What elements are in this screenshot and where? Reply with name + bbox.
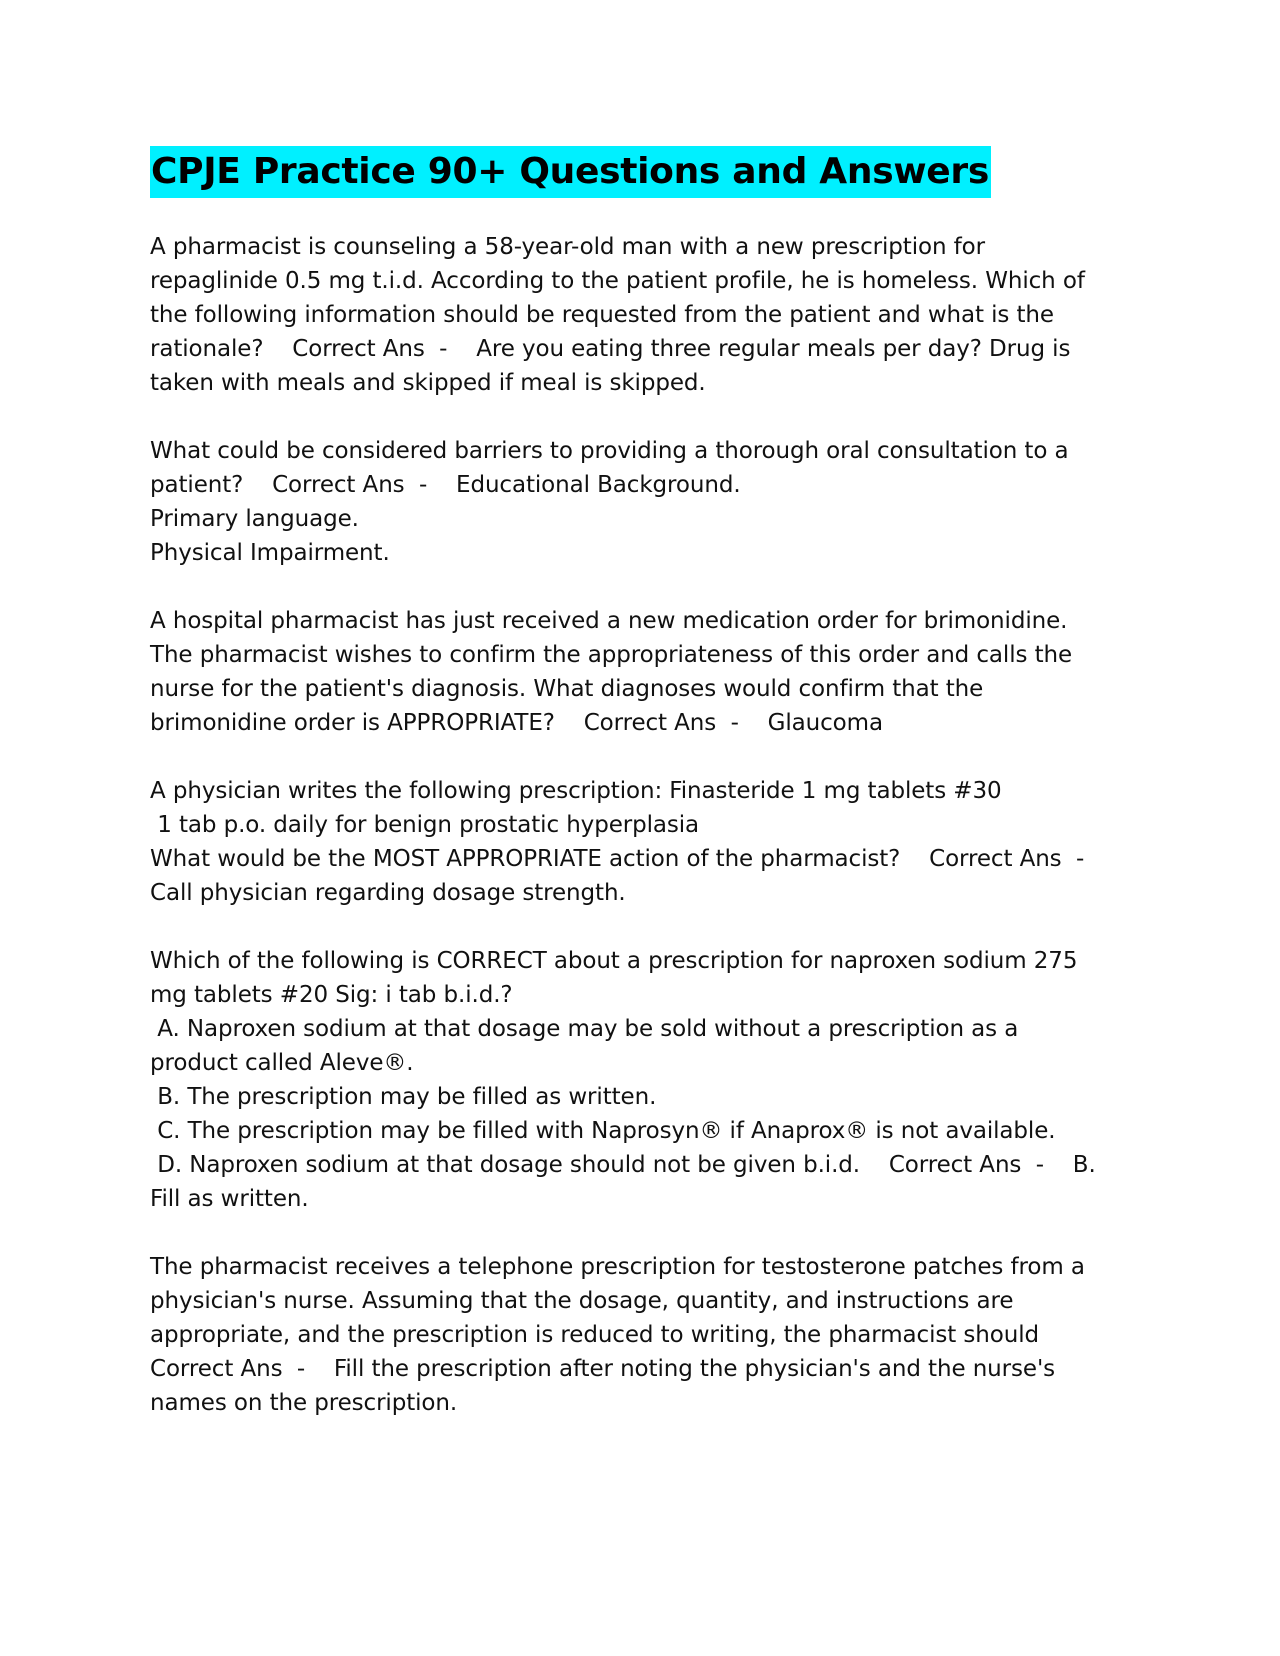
qa-item-2: What could be considered barriers to providing a thorough oral consultation to a patient? Correct Ans - Educational Background. Primary language. Physical Impairment. — [150, 438, 1069, 566]
document-title: CPJE Practice 90+ Questions and Answers — [150, 146, 991, 198]
qa-item-1: A pharmacist is counseling a 58-year-old man with a new prescription for repaglinide 0.5 mg t.i.d. According to the patient profile, he is homeless. Which of the following information should be requested from the patient and what is the rationale? Correct Ans - Are you eating three regular meals per day? Drug is taken with meals and skipped if meal is skipped. — [150, 234, 1085, 396]
qa-item-6: The pharmacist receives a telephone prescription for testosterone patches from a physician's nurse. Assuming that the dosage, quantity, and instructions are appropriate, and the prescription is reduced to writing, the pharmacist should Correct Ans - Fill the prescription after noting the physician's and the nurse's names on the prescription. — [150, 1254, 1085, 1416]
document-page — [150, 146, 1150, 1420]
qa-item-5: Which of the following is CORRECT about a prescription for naproxen sodium 275 mg tablets #20 Sig: i tab b.i.d.? A. Naproxen sodium at that dosage may be sold without a prescription as a product called Aleve®. B. The prescription may be filled as written. C. The prescription may be filled with Naprosyn® if Anaprox® is not available. D. Naproxen sodium at that dosage should not be given b.i.d. Correct Ans - B. Fill as written. — [150, 948, 1096, 1212]
qa-item-3: A hospital pharmacist has just received a new medication order for brimonidine. The pharmacist wishes to confirm the appropriateness of this order and calls the nurse for the patient's diagnosis. What diagnoses would confirm that the brimonidine order is APPROPRIATE? Correct Ans - Glaucoma — [150, 608, 1073, 736]
qa-item-4: A physician writes the following prescription: Finasteride 1 mg tablets #30 1 tab p.o. daily for benign prostatic hyperplasia What would be the MOST APPROPRIATE action of the pharmacist? Correct Ans - Call physician regarding dosage strength. — [150, 778, 1085, 906]
